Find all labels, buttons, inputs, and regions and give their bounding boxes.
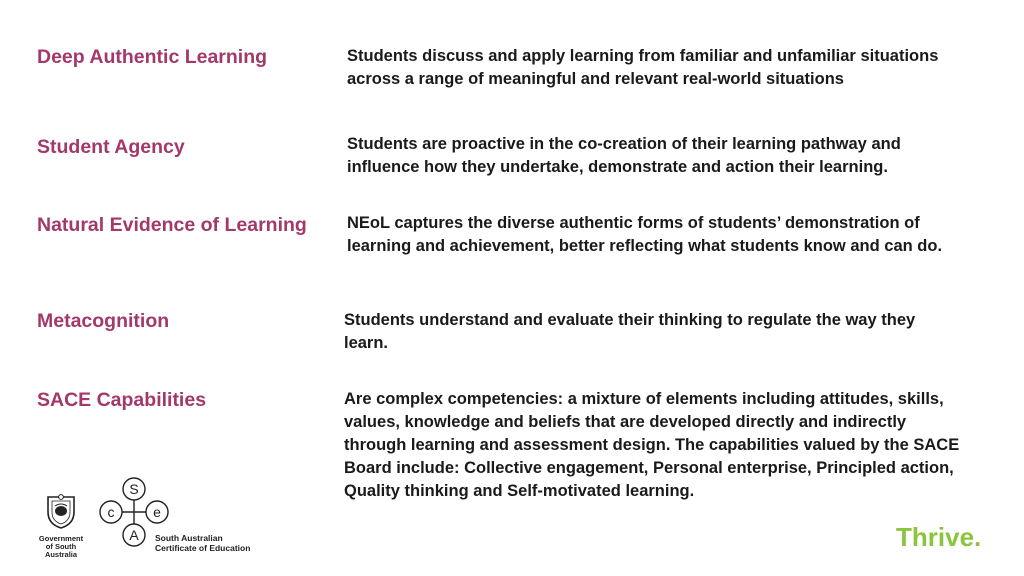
description-natural-evidence-of-learning: NEoL captures the diverse authentic forms of students’ demonstration of learning and achievement, better reflecting what students know and can do. xyxy=(347,214,943,255)
term-student-agency: Student Agency xyxy=(37,136,185,158)
description-deep-authentic-learning: Students discuss and apply learning from familiar and unfamiliar situations across a range of meaningful and relevant real-world situations xyxy=(347,47,939,88)
gov-logo-line1: Government xyxy=(38,534,84,543)
term-deep-authentic-learning: Deep Authentic Learning xyxy=(37,46,268,68)
gov-logo-line2: of South Australia xyxy=(44,542,78,559)
description-student-agency: Students are proactive in the co-creation of their learning pathway and influence how they undertake, demonstrate and action their learning. xyxy=(347,135,901,176)
sace-letter-c: c xyxy=(107,504,115,520)
sace-name xyxy=(155,534,250,553)
description-sace-capabilities: Are complex competencies: a mixture of elements including attitudes, skills, values, knowledge and beliefs that are developed directly and indirectly through learning and assessment design. The capabilities valued by the SACE Board include: Collective engagement, Personal enterprise, Principled action, Quality thinking and Self-motivated learning. xyxy=(344,390,960,500)
government-of-south-australia-logo xyxy=(30,494,92,559)
sace-letter-a: A xyxy=(129,527,139,543)
term-natural-evidence-of-learning: Natural Evidence of Learning xyxy=(37,214,307,236)
term-sace-capabilities: SACE Capabilities xyxy=(37,389,207,411)
state-badge-icon xyxy=(44,494,78,530)
description-metacognition: Students understand and evaluate their thinking to regulate the way they learn. xyxy=(344,311,916,352)
sace-name-line2: Certificate of Education xyxy=(155,542,251,553)
sace-letter-e: e xyxy=(153,504,161,520)
term-metacognition: Metacognition xyxy=(37,310,170,332)
sace-letter-s: S xyxy=(129,481,139,497)
thrive-logo: Thrive. xyxy=(896,522,982,552)
sace-name-line1: South Australian xyxy=(155,533,223,543)
